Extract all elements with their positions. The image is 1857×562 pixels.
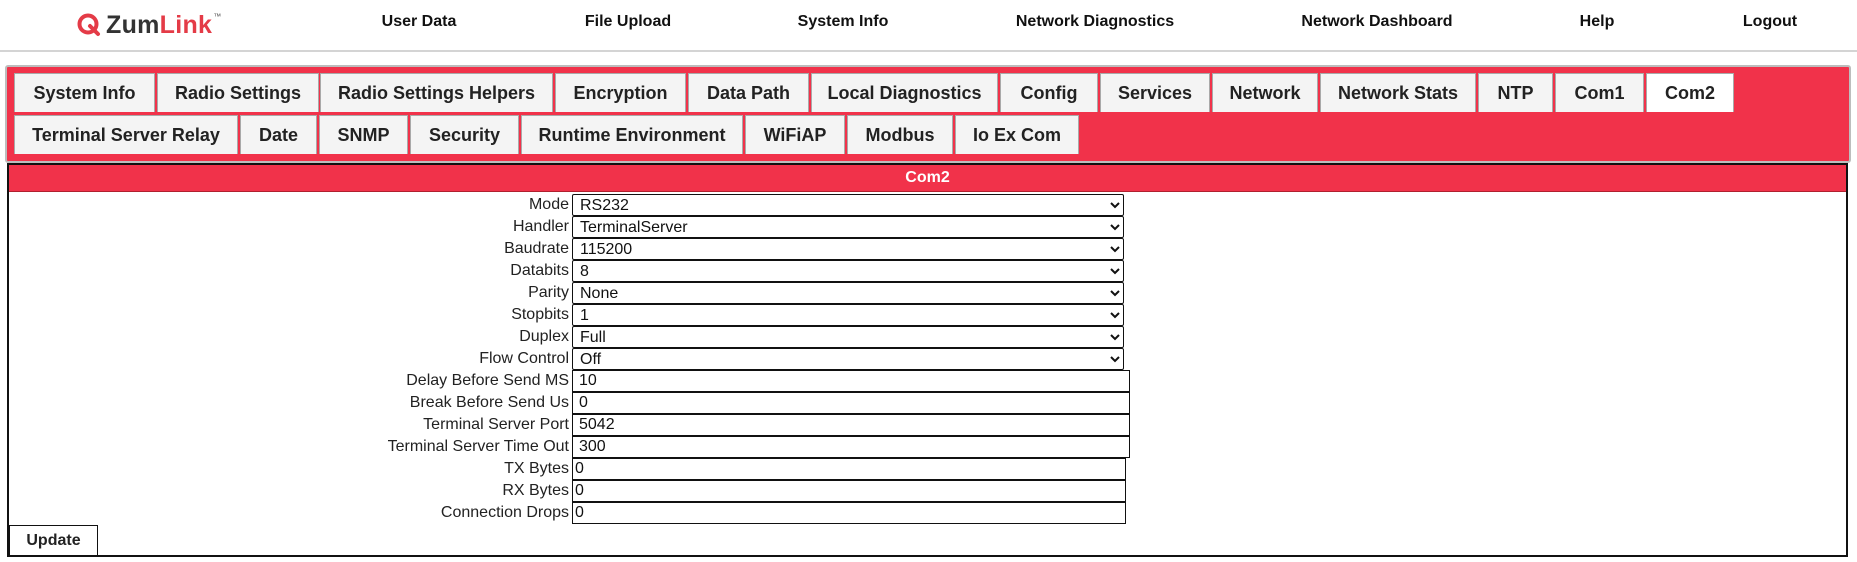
rx-bytes-row bbox=[9, 480, 1209, 502]
handler-select[interactable] bbox=[572, 216, 1124, 238]
mode-row bbox=[9, 194, 1209, 216]
update-button[interactable]: Update bbox=[9, 525, 98, 556]
stopbits-select[interactable] bbox=[572, 304, 1124, 326]
parity-label: Parity bbox=[528, 284, 569, 301]
duplex-select[interactable] bbox=[572, 326, 1124, 348]
tab-encryption[interactable]: Encryption bbox=[555, 73, 686, 112]
tab-ntp[interactable]: NTP bbox=[1478, 73, 1553, 112]
nav-system-info[interactable]: System Info bbox=[797, 13, 889, 30]
terminal-server-port-label: Terminal Server Port bbox=[423, 416, 569, 433]
nav-network-diagnostics[interactable]: Network Diagnostics bbox=[1015, 13, 1175, 30]
duplex-row bbox=[9, 326, 1209, 348]
baudrate-label: Baudrate bbox=[504, 240, 569, 257]
delay-before-send-label: Delay Before Send MS bbox=[406, 372, 569, 389]
terminal-server-port-row bbox=[9, 414, 1209, 436]
databits-row bbox=[9, 260, 1209, 282]
connection-drops-label: Connection Drops bbox=[440, 504, 569, 521]
handler-row bbox=[9, 216, 1209, 238]
zumlink-logo bbox=[76, 10, 221, 40]
databits-label: Databits bbox=[510, 262, 569, 279]
nav-logout[interactable]: Logout bbox=[1742, 13, 1798, 30]
top-navigation-bar bbox=[0, 0, 1857, 52]
flow-control-label: Flow Control bbox=[479, 350, 569, 367]
settings-tab-strip bbox=[5, 65, 1851, 163]
tab-system-info[interactable]: System Info bbox=[14, 73, 155, 112]
tx-bytes-input[interactable] bbox=[572, 458, 1126, 480]
nav-file-upload[interactable]: File Upload bbox=[584, 13, 672, 30]
parity-select[interactable] bbox=[572, 282, 1124, 304]
nav-network-dashboard[interactable]: Network Dashboard bbox=[1301, 13, 1453, 30]
connection-drops-row bbox=[9, 502, 1209, 524]
break-before-send-label: Break Before Send Us bbox=[409, 394, 569, 411]
tab-radio-settings[interactable]: Radio Settings bbox=[157, 73, 319, 112]
terminal-server-timeout-row bbox=[9, 436, 1209, 458]
tab-snmp[interactable]: SNMP bbox=[319, 115, 408, 154]
flow-control-select[interactable] bbox=[572, 348, 1124, 370]
break-before-send-input[interactable] bbox=[572, 392, 1130, 414]
tab-runtime-environment[interactable]: Runtime Environment bbox=[521, 115, 743, 154]
tx-bytes-row bbox=[9, 458, 1209, 480]
terminal-server-timeout-input[interactable] bbox=[572, 436, 1130, 458]
break-before-send-row bbox=[9, 392, 1209, 414]
tab-radio-settings-helpers[interactable]: Radio Settings Helpers bbox=[320, 73, 553, 112]
baudrate-select[interactable] bbox=[572, 238, 1124, 260]
stopbits-label: Stopbits bbox=[511, 306, 569, 323]
tab-security[interactable]: Security bbox=[410, 115, 519, 154]
tab-local-diagnostics[interactable]: Local Diagnostics bbox=[811, 73, 998, 112]
duplex-label: Duplex bbox=[519, 328, 569, 345]
tab-data-path[interactable]: Data Path bbox=[688, 73, 809, 112]
tab-terminal-server-relay[interactable]: Terminal Server Relay bbox=[14, 115, 238, 154]
terminal-server-timeout-label: Terminal Server Time Out bbox=[387, 438, 569, 455]
stopbits-row bbox=[9, 304, 1209, 326]
parity-row bbox=[9, 282, 1209, 304]
tab-wifiap[interactable]: WiFiAP bbox=[745, 115, 845, 154]
tab-services[interactable]: Services bbox=[1100, 73, 1210, 112]
flow-control-row bbox=[9, 348, 1209, 370]
rx-bytes-input[interactable] bbox=[572, 480, 1126, 502]
mode-label: Mode bbox=[528, 196, 569, 213]
baudrate-row bbox=[9, 238, 1209, 260]
connection-drops-input[interactable] bbox=[572, 502, 1126, 524]
tab-com1[interactable]: Com1 bbox=[1555, 73, 1644, 112]
handler-label: Handler bbox=[512, 218, 569, 235]
tab-com2[interactable]: Com2 bbox=[1646, 73, 1734, 112]
tab-config[interactable]: Config bbox=[1000, 73, 1098, 112]
tab-date[interactable]: Date bbox=[240, 115, 317, 154]
delay-before-send-input[interactable] bbox=[572, 370, 1130, 392]
mode-select[interactable] bbox=[572, 194, 1124, 216]
tab-network-stats[interactable]: Network Stats bbox=[1320, 73, 1476, 112]
terminal-server-port-input[interactable] bbox=[572, 414, 1130, 436]
nav-help[interactable]: Help bbox=[1579, 13, 1615, 30]
tab-network[interactable]: Network bbox=[1212, 73, 1318, 112]
nav-user-data[interactable]: User Data bbox=[381, 13, 457, 30]
brand-name-zum: Zum bbox=[106, 10, 160, 39]
tab-modbus[interactable]: Modbus bbox=[847, 115, 953, 154]
panel-title: Com2 bbox=[9, 165, 1846, 192]
brand-trademark: ™ bbox=[213, 12, 222, 21]
tx-bytes-label: TX Bytes bbox=[504, 460, 569, 477]
databits-select[interactable] bbox=[572, 260, 1124, 282]
zumlink-logo-icon bbox=[76, 12, 102, 38]
rx-bytes-label: RX Bytes bbox=[502, 482, 569, 499]
brand-name-link: Link bbox=[159, 10, 213, 39]
tab-io-ex-com[interactable]: Io Ex Com bbox=[955, 115, 1079, 154]
com2-settings-panel bbox=[7, 163, 1848, 557]
delay-before-send-row bbox=[9, 370, 1209, 392]
